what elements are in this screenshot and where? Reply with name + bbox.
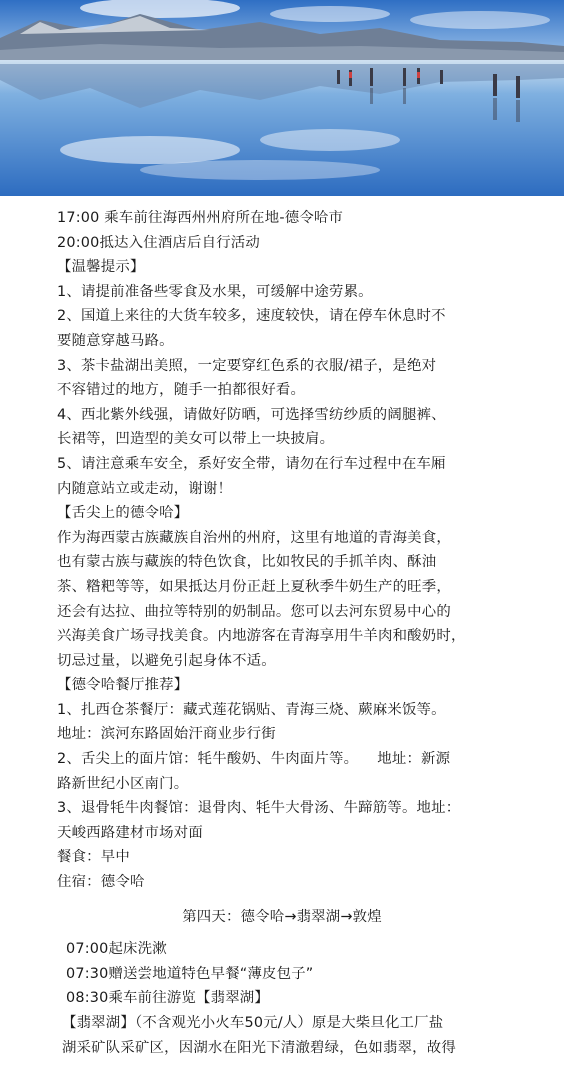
restaurant-heading: 【德令哈餐厅推荐】 <box>57 677 189 694</box>
food-line: 还会有达拉、曲拉等特别的奶制品。您可以去河东贸易中心的 <box>57 603 451 620</box>
tip-line: 不容错过的地方，随手一拍都很好看。 <box>57 382 306 399</box>
tip-line: 内随意站立或走动，谢谢！ <box>57 480 233 497</box>
lodging-line: 住宿：德令哈 <box>57 874 145 891</box>
schedule-line: 17:00 乘车前往海西州州府所在地-德令哈市 <box>57 210 344 226</box>
description-line: 【翡翠湖】（不含观光小火车50元/人）原是大柴旦化工厂盐 <box>62 1015 444 1031</box>
tip-line: 长裙等，凹造型的美女可以带上一块披肩。 <box>57 431 335 448</box>
tip-line: 3、茶卡盐湖出美照，一定要穿红色系的衣服/裙子，是绝对 <box>57 357 437 374</box>
schedule-line: 07:00起床洗漱 <box>66 941 167 958</box>
food-heading: 【舌尖上的德令哈】 <box>57 505 189 522</box>
hero-photo <box>0 0 564 196</box>
food-line: 兴海美食广场寻找美食。内地游客在青海享用牛羊肉和酸奶时， <box>57 628 466 645</box>
food-line: 作为海西蒙古族藏族自治州的州府，这里有地道的青海美食， <box>57 529 451 546</box>
restaurant-line: 地址：滨河东路固始汗商业步行街 <box>57 726 276 743</box>
food-line: 切忌过量，以避免引起身体不适。 <box>57 652 276 669</box>
tip-line: 1、请提前准备些零食及水果，可缓解中途劳累。 <box>57 283 373 300</box>
tips-heading: 【温馨提示】 <box>57 259 145 276</box>
schedule-line: 20:00抵达入住酒店后自行活动 <box>57 234 260 251</box>
food-line: 茶、糌粑等等，如果抵达月份正赶上夏秋季牛奶生产的旺季， <box>57 578 451 595</box>
meals-line: 餐食：早中 <box>57 849 130 866</box>
restaurant-line: 1、扎西仓茶餐厅：藏式莲花锅贴、青海三烧、蕨麻米饭等。 <box>57 701 446 718</box>
schedule-line: 07:30赠送尝地道特色早餐“薄皮包子” <box>66 965 314 982</box>
restaurant-line: 2、舌尖上的面片馆：牦牛酸奶、牛肉面片等。 地址：新源 <box>57 751 451 768</box>
tip-line: 要随意穿越马路。 <box>57 332 174 349</box>
tip-line: 4、西北紫外线强，请做好防晒，可选择雪纺纱质的阔腿裤、 <box>57 406 446 423</box>
landscape-photo-icon <box>0 0 564 196</box>
description-line: 湖采矿队采矿区，因湖水在阳光下清澈碧绿，色如翡翠，故得 <box>62 1039 456 1056</box>
restaurant-line: 路新世纪小区南门。 <box>57 775 189 792</box>
tip-line: 2、国道上来往的大货车较多，速度较快，请在停车休息时不 <box>57 308 446 325</box>
restaurant-line: 3、退骨牦牛肉餐馆：退骨肉、牦牛大骨汤、牛蹄筋等。地址： <box>57 800 461 817</box>
tip-line: 5、请注意乘车安全，系好安全带，请勿在行车过程中在车厢 <box>57 455 446 472</box>
itinerary-text <box>0 196 564 1060</box>
food-line: 也有蒙古族与藏族的特色饮食，比如牧民的手抓羊肉、酥油 <box>57 554 437 571</box>
restaurant-line: 天峻西路建材市场对面 <box>57 824 203 841</box>
schedule-line: 08:30乘车前往游览【翡翠湖】 <box>66 990 269 1007</box>
day-title: 第四天：德令哈→翡翠湖→敦煌 <box>182 908 382 925</box>
